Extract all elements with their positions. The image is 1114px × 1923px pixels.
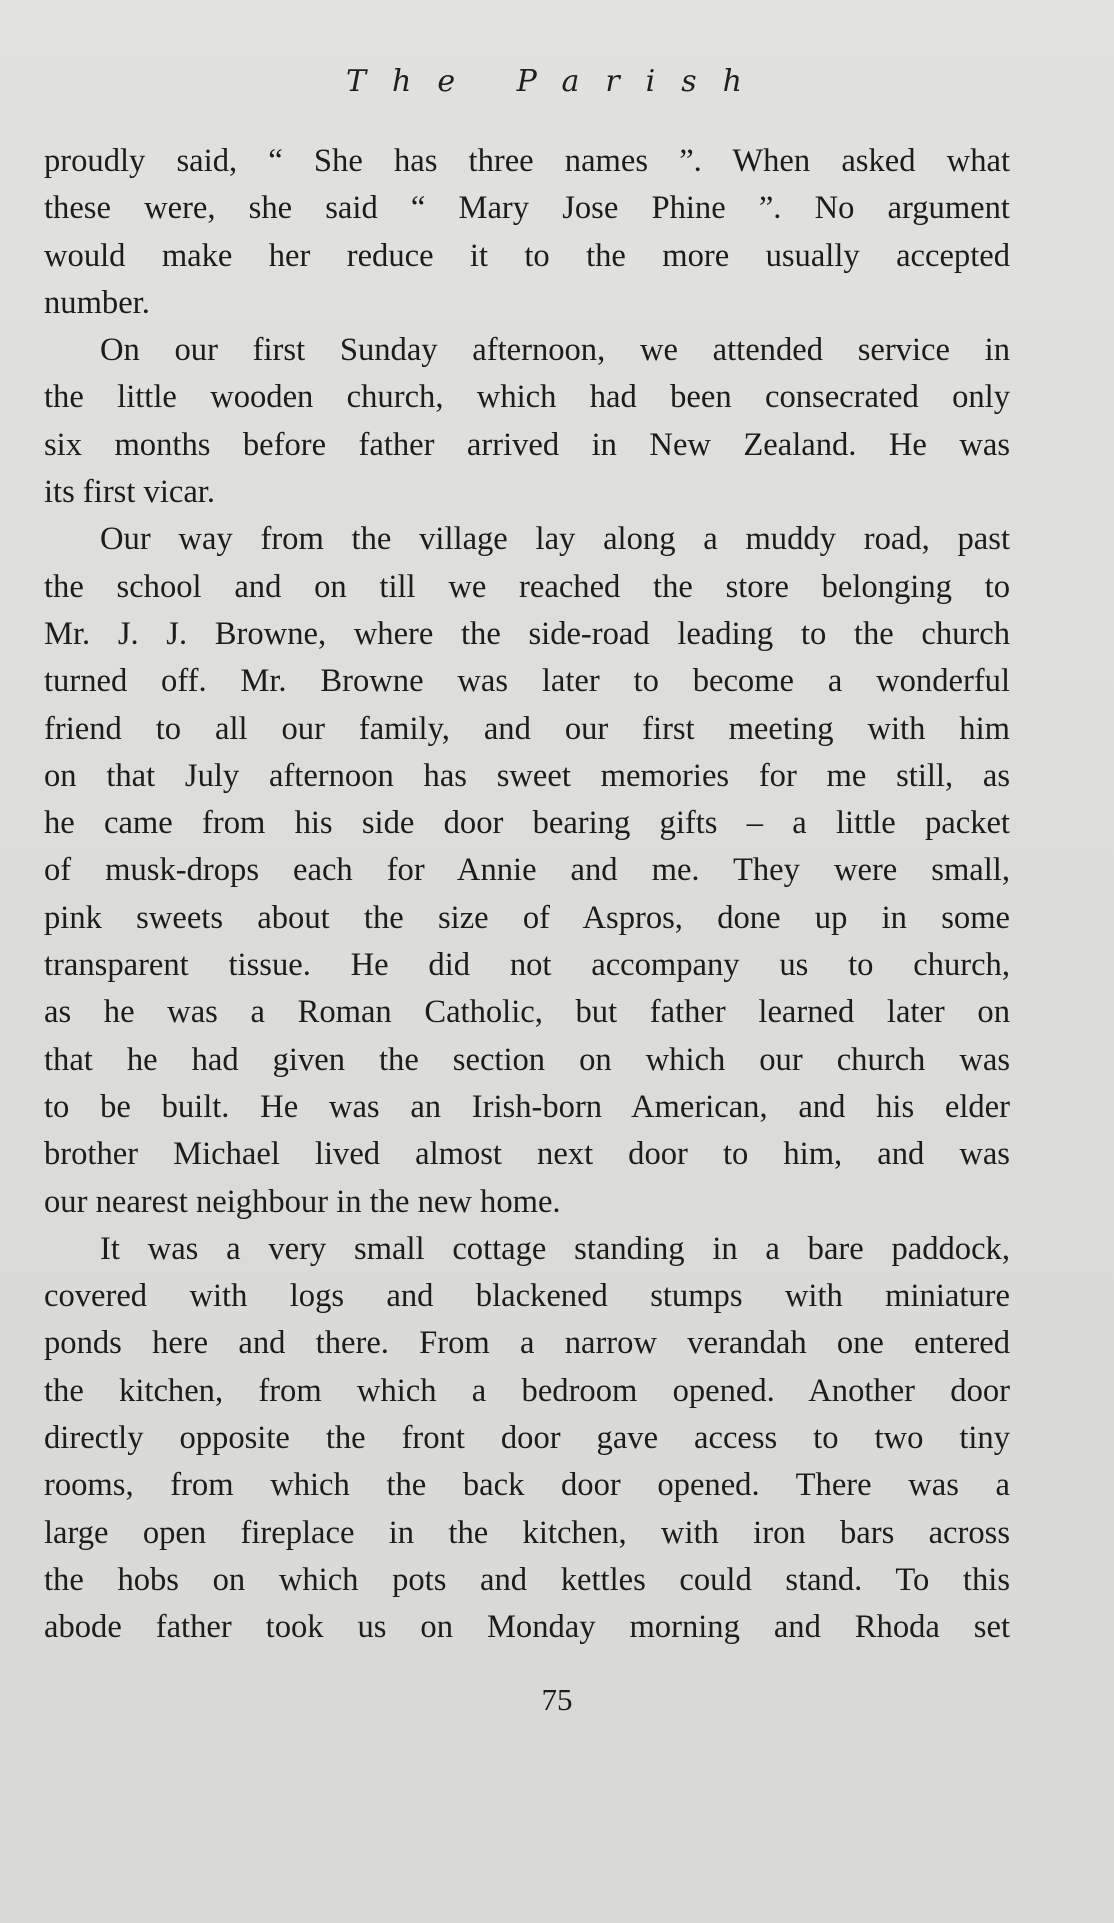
text-line: directly opposite the front door gave access to two tiny [44, 1420, 1010, 1457]
paragraph [44, 1226, 1010, 1652]
text-line: friend to all our family, and our first meeting with him [44, 710, 1010, 747]
text-line: the school and on till we reached the store belonging to [44, 568, 1010, 605]
text-line: transparent tissue. He did not accompany us to church, [44, 947, 1010, 984]
text-line: Mr. J. J. Browne, where the side-road leading to the church [44, 615, 1010, 652]
paragraph [44, 516, 1010, 1225]
text-line: these were, she said “ Mary Jose Phine ”. No argument [44, 190, 1010, 227]
text-line: pink sweets about the size of Aspros, done up in some [44, 899, 1010, 936]
text-line: would make her reduce it to the more usually accepted [44, 237, 1010, 274]
text-line: abode father took us on Monday morning and Rhoda set [44, 1609, 1010, 1646]
page-number: 75 [541, 1682, 573, 1717]
text-line: six months before father arrived in New Zealand. He was [44, 426, 1010, 463]
text-line: the kitchen, from which a bedroom opened. Another door [44, 1372, 1010, 1409]
text-line: On our first Sunday afternoon, we attended service in [100, 332, 1010, 369]
paragraph [44, 138, 1010, 327]
text-line: It was a very small cottage standing in a bare paddock, [100, 1230, 1010, 1267]
text-line: rooms, from which the back door opened. There was a [44, 1467, 1010, 1504]
text-line: turned off. Mr. Browne was later to become a wonderful [44, 663, 1010, 700]
text-line: large open fireplace in the kitchen, with iron bars across [44, 1514, 1010, 1551]
running-head: The Parish [346, 64, 768, 99]
text-line: number. [44, 284, 150, 321]
text-line: he came from his side door bearing gifts – a little packet [44, 805, 1010, 842]
text-line: Our way from the village lay along a muddy road, past [100, 521, 1010, 558]
text-line: proudly said, “ She has three names ”. When asked what [44, 143, 1010, 179]
paragraph [44, 327, 1010, 516]
text-line: that he had given the section on which our church was [44, 1041, 1010, 1078]
text-line: its first vicar. [44, 474, 216, 511]
text-line: brother Michael lived almost next door to him, and was [44, 1136, 1010, 1173]
text-line: the hobs on which pots and kettles could stand. To this [44, 1561, 1010, 1598]
text-line: covered with logs and blackened stumps with miniature [44, 1278, 1010, 1315]
body-text [44, 138, 1010, 1652]
text-line: to be built. He was an Irish-born American, and his elder [44, 1088, 1010, 1125]
text-line: the little wooden church, which had been consecrated only [44, 379, 1010, 416]
text-line: of musk-drops each for Annie and me. They were small, [44, 852, 1010, 889]
text-line: our nearest neighbour in the new home. [44, 1183, 561, 1220]
text-line: as he was a Roman Catholic, but father learned later on [44, 994, 1010, 1031]
text-line: on that July afternoon has sweet memories for me still, as [44, 757, 1010, 794]
text-line: ponds here and there. From a narrow verandah one entered [44, 1325, 1010, 1362]
